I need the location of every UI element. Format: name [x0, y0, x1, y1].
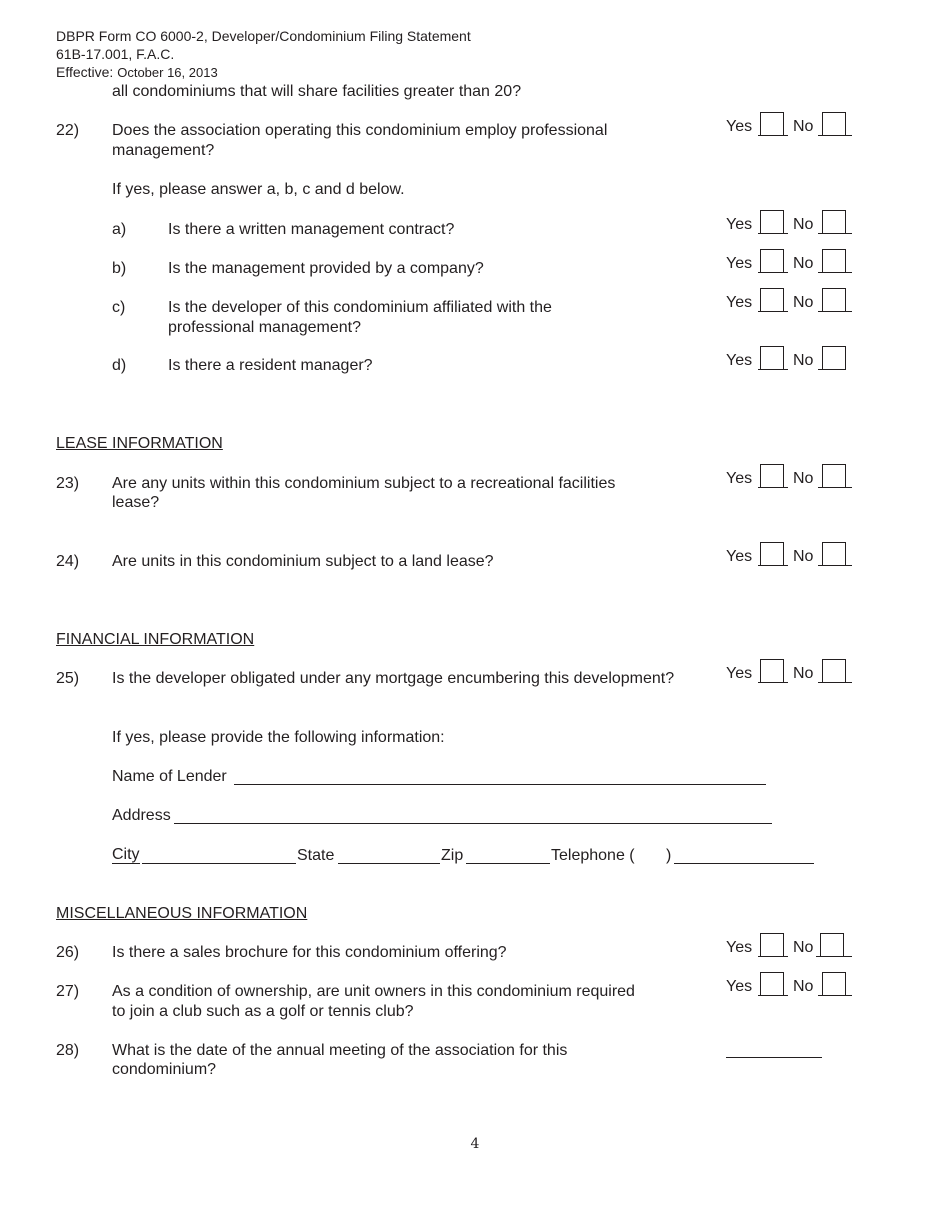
no-label: No: [793, 665, 814, 682]
zip-field[interactable]: [466, 863, 550, 864]
yes-label: Yes: [726, 939, 753, 956]
q22-yes-checkbox[interactable]: [760, 112, 784, 136]
q28-number: 28): [56, 1042, 80, 1059]
page-number: 4: [470, 1136, 480, 1152]
q23-number: 23): [56, 475, 80, 492]
q26-no-checkbox[interactable]: [820, 933, 844, 957]
q26-yes-checkbox[interactable]: [760, 933, 784, 957]
no-label: No: [793, 978, 814, 995]
q22a-no-checkbox[interactable]: [822, 210, 846, 234]
q25-text: Is the developer obligated under any mortgage encumbering this development?: [112, 670, 675, 687]
no-label: No: [793, 294, 814, 311]
yes-label: Yes: [726, 470, 753, 487]
q24-yes-checkbox[interactable]: [760, 542, 784, 566]
q27-yes-no: [726, 970, 856, 1000]
q25-no-checkbox[interactable]: [822, 659, 846, 683]
yes-label: Yes: [726, 978, 753, 995]
q22b-no-checkbox[interactable]: [822, 249, 846, 273]
q26-yes-no: [726, 931, 856, 961]
q22d-text: Is there a resident manager?: [168, 357, 373, 374]
no-label: No: [793, 118, 814, 135]
form-rule: 61B-17.001, F.A.C.: [56, 46, 175, 62]
yes-label: Yes: [726, 548, 753, 565]
no-label: No: [793, 548, 814, 565]
carryover-text: all condominiums that will share facilities greater than 20?: [112, 83, 522, 100]
address-field[interactable]: [174, 823, 772, 824]
q25-yes-checkbox[interactable]: [760, 659, 784, 683]
lender-field[interactable]: [234, 784, 766, 785]
effective-line: [56, 64, 218, 81]
q26-number: 26): [56, 944, 80, 961]
q22b-label: b): [112, 260, 127, 277]
lease-heading: LEASE INFORMATION: [56, 435, 223, 452]
no-label: No: [793, 352, 814, 369]
q24-number: 24): [56, 553, 80, 570]
q23-text-line1: Are any units within this condominium subject to a recreational facilities: [112, 475, 616, 492]
q22c-no-checkbox[interactable]: [822, 288, 846, 312]
q22a-label: a): [112, 221, 127, 238]
form-title: DBPR Form CO 6000-2, Developer/Condominium Filing Statement: [56, 28, 471, 44]
yes-label: Yes: [726, 118, 753, 135]
yes-label: Yes: [726, 352, 753, 369]
q23-no-checkbox[interactable]: [822, 464, 846, 488]
q27-number: 27): [56, 983, 80, 1000]
telephone-close: ): [666, 847, 672, 864]
q22b-yes-no: [726, 247, 856, 277]
q22-text-line1: Does the association operating this condominium employ professional: [112, 122, 608, 139]
q22d-yes-checkbox[interactable]: [760, 346, 784, 370]
q25-yes-no: [726, 657, 856, 687]
q22d-yes-no: [726, 344, 856, 374]
q22c-label: c): [112, 299, 126, 316]
state-label: State: [297, 847, 335, 864]
no-label: No: [793, 216, 814, 233]
q22a-yes-no: [726, 208, 856, 238]
q22c-yes-no: [726, 286, 856, 316]
q27-text-line2: to join a club such as a golf or tennis club?: [112, 1003, 414, 1020]
misc-heading: MISCELLANEOUS INFORMATION: [56, 905, 308, 922]
state-field[interactable]: [338, 863, 440, 864]
q28-text-line1: What is the date of the annual meeting of the association for this: [112, 1042, 568, 1059]
effective-label: Effective:: [56, 64, 114, 80]
q22a-text: Is there a written management contract?: [168, 221, 455, 238]
effective-date: October 16, 2013: [117, 65, 218, 80]
q22c-text-line1: Is the developer of this condominium affiliated with the: [168, 299, 552, 316]
yes-label: Yes: [726, 255, 753, 272]
financial-instruction: If yes, please provide the following information:: [112, 729, 445, 746]
q27-text-line1: As a condition of ownership, are unit owners in this condominium required: [112, 983, 635, 1000]
q22b-yes-checkbox[interactable]: [760, 249, 784, 273]
q22c-yes-checkbox[interactable]: [760, 288, 784, 312]
financial-heading: FINANCIAL INFORMATION: [56, 631, 255, 648]
q23-yes-no: [726, 462, 856, 492]
q25-number: 25): [56, 670, 80, 687]
telephone-label: Telephone (: [551, 847, 635, 864]
address-label: Address: [112, 807, 171, 824]
q22-yes-no: [726, 110, 856, 140]
city-field[interactable]: [142, 863, 296, 864]
q22-no-checkbox[interactable]: [822, 112, 846, 136]
q22d-no-checkbox[interactable]: [822, 346, 846, 370]
yes-label: Yes: [726, 665, 753, 682]
city-label: City: [112, 846, 140, 863]
q28-text-line2: condominium?: [112, 1061, 217, 1078]
q24-yes-no: [726, 540, 856, 570]
q23-yes-checkbox[interactable]: [760, 464, 784, 488]
q22a-yes-checkbox[interactable]: [760, 210, 784, 234]
q22-number: 22): [56, 122, 80, 139]
zip-label: Zip: [441, 847, 464, 864]
q24-text: Are units in this condominium subject to a land lease?: [112, 553, 494, 570]
q27-yes-checkbox[interactable]: [760, 972, 784, 996]
q22b-text: Is the management provided by a company?: [168, 260, 484, 277]
no-label: No: [793, 939, 814, 956]
no-label: No: [793, 255, 814, 272]
q27-no-checkbox[interactable]: [822, 972, 846, 996]
no-label: No: [793, 470, 814, 487]
q24-no-checkbox[interactable]: [822, 542, 846, 566]
q23-text-line2: lease?: [112, 494, 160, 511]
yes-label: Yes: [726, 294, 753, 311]
yes-label: Yes: [726, 216, 753, 233]
q22c-text-line2: professional management?: [168, 319, 362, 336]
telephone-field[interactable]: [674, 863, 814, 864]
q22-text-line2: management?: [112, 142, 215, 159]
annual-meeting-date-field[interactable]: [726, 1057, 822, 1058]
lender-label: Name of Lender: [112, 768, 227, 785]
q26-text: Is there a sales brochure for this condominium offering?: [112, 944, 507, 961]
q22d-label: d): [112, 357, 127, 374]
q22-instruction: If yes, please answer a, b, c and d below.: [112, 181, 405, 198]
